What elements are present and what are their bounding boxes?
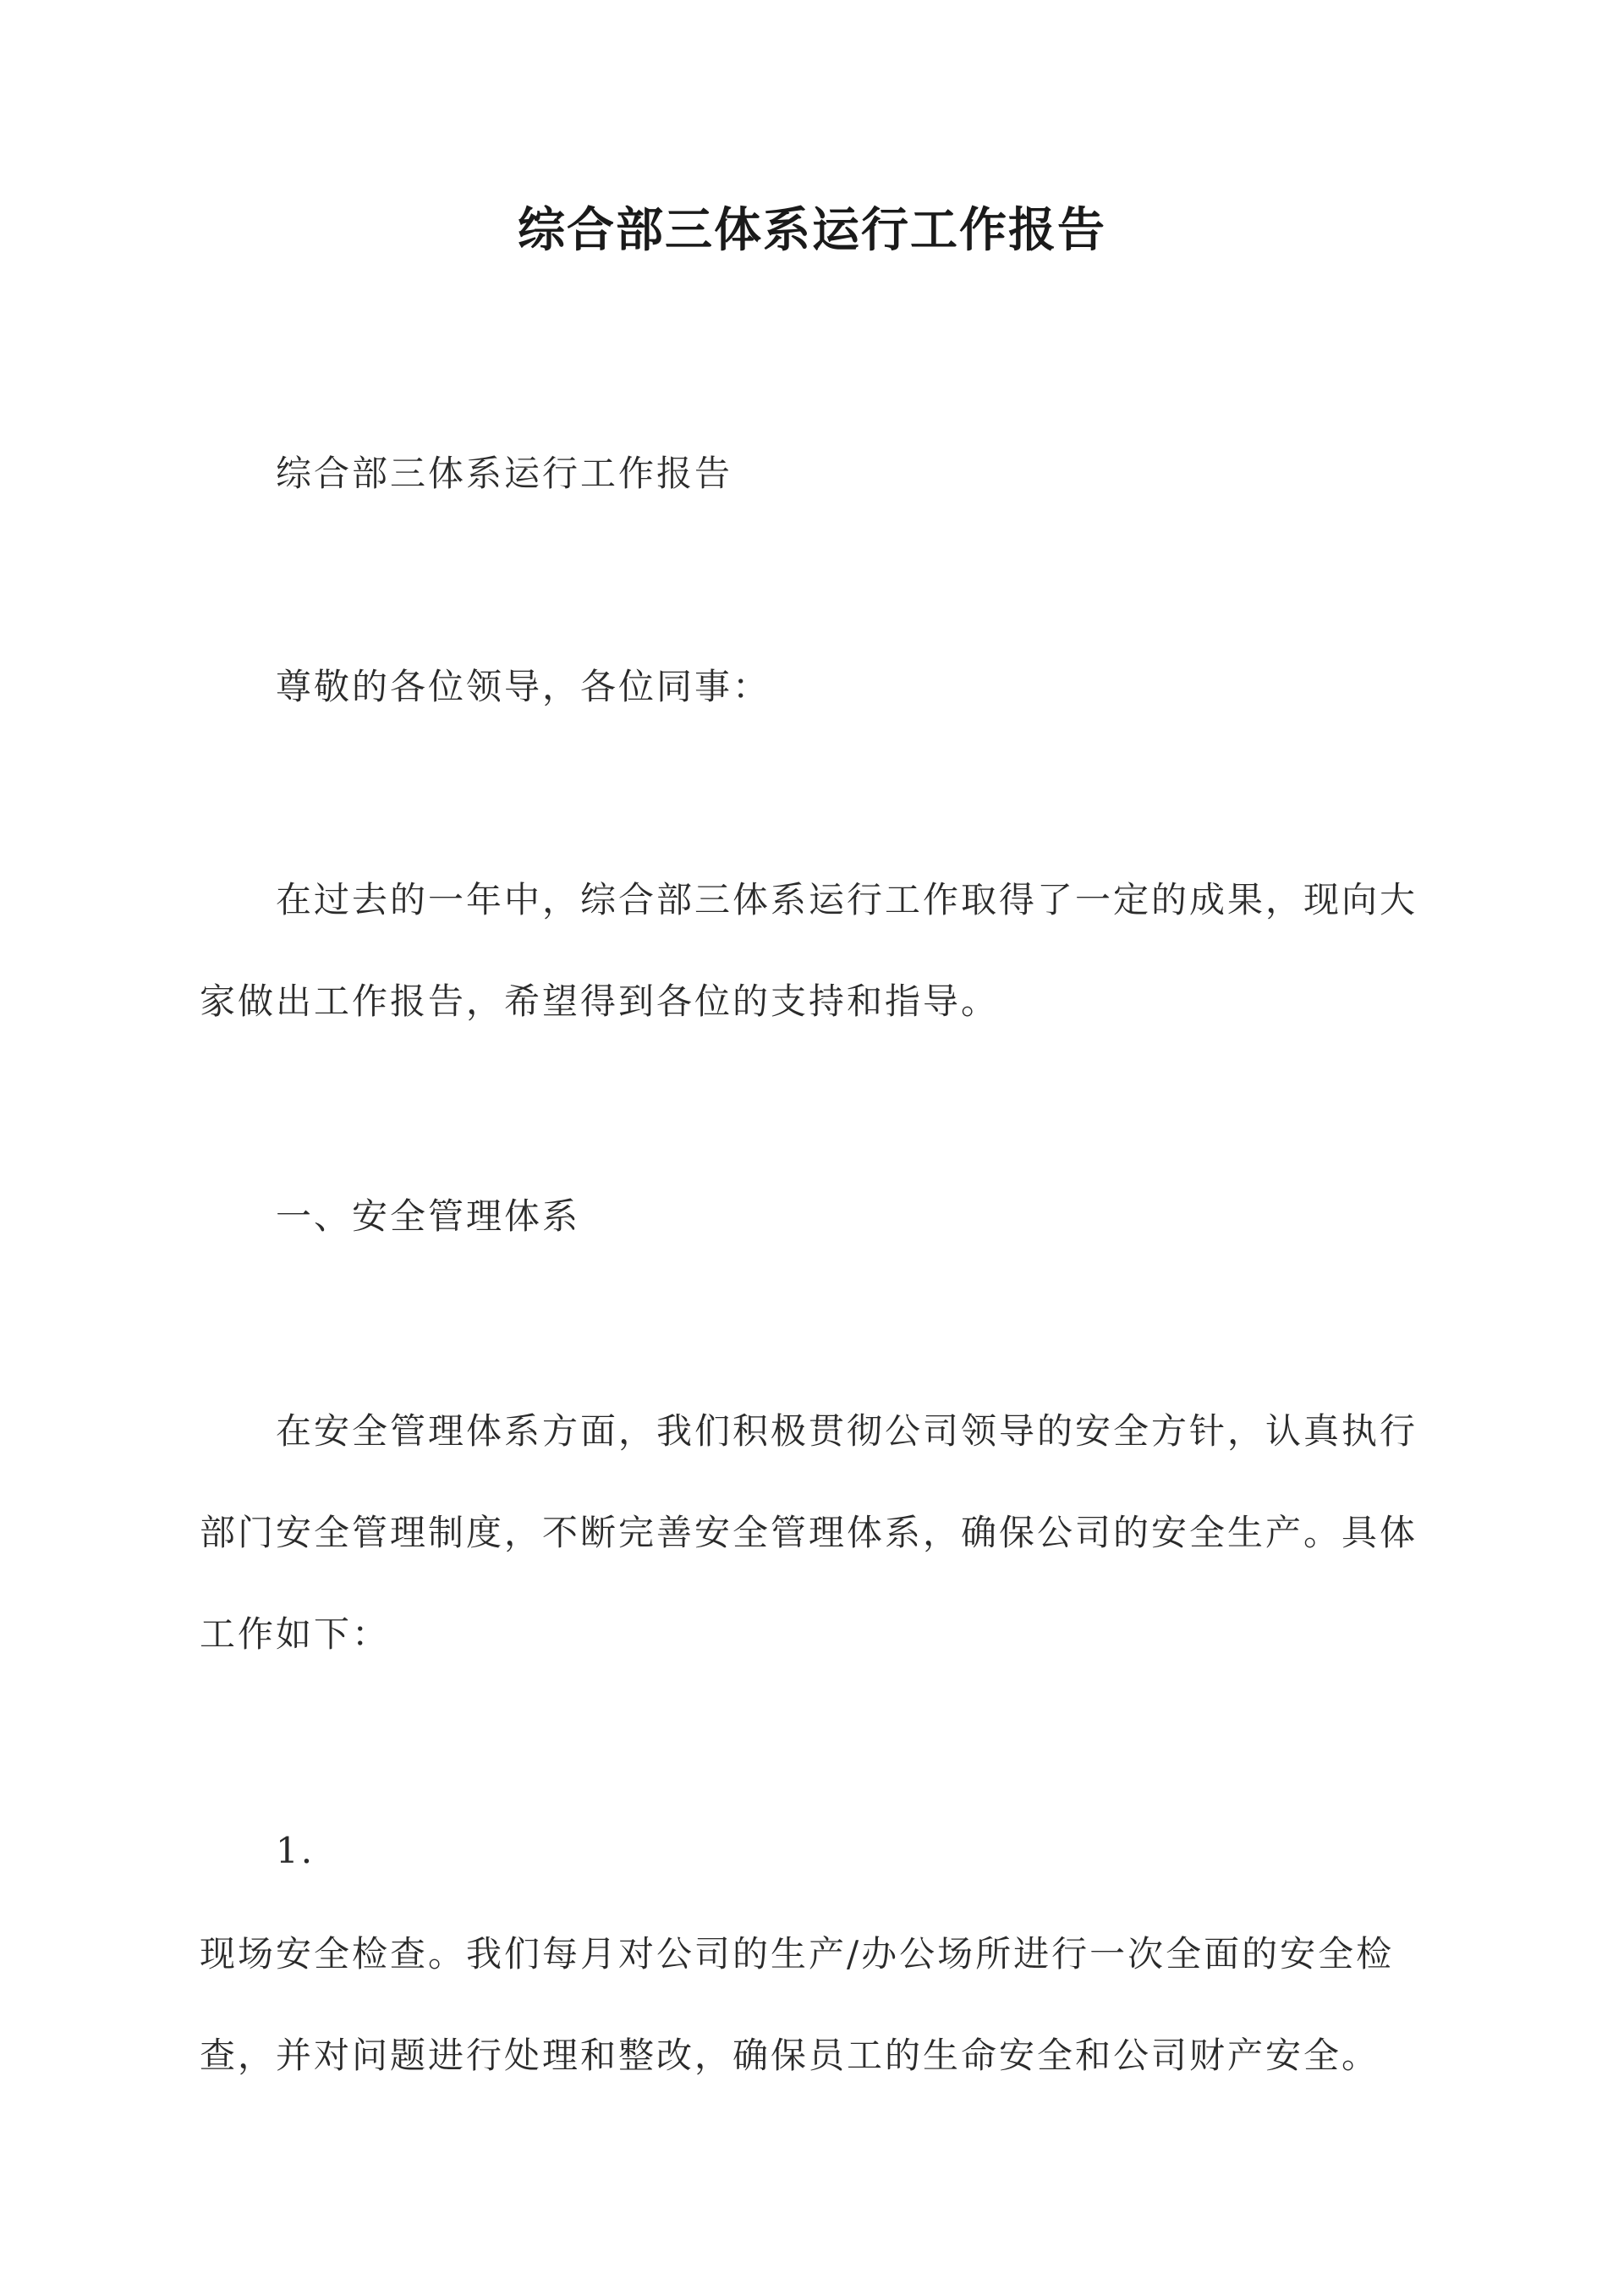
- document-title: 综合部三体系运行工作报告: [518, 202, 1106, 258]
- report-subtitle: 综合部三体系运行工作报告: [276, 453, 733, 494]
- list-item-text: 现场安全检查。我们每月对公司的生产/办公场所进行一次全面的安全检查，并对问题进行处理和整改，确保员工的生命安全和公司财产安全。: [200, 1933, 1395, 2076]
- safety-system-paragraph: 在安全管理体系方面，我们积极贯彻公司领导的安全方针，认真执行部门安全管理制度，不断完善安全管理体系，确保公司的安全生产。具体工作如下：: [200, 1410, 1418, 1655]
- section-heading-safety: 一、安全管理体系: [276, 1195, 581, 1237]
- greeting-paragraph: 尊敬的各位领导，各位同事：: [276, 666, 771, 707]
- list-item-number: 1.: [276, 1830, 315, 1871]
- intro-paragraph: 在过去的一年中，综合部三体系运行工作取得了一定的成果，现向大家做出工作报告，希望得到各位的支持和指导。: [200, 879, 1418, 1022]
